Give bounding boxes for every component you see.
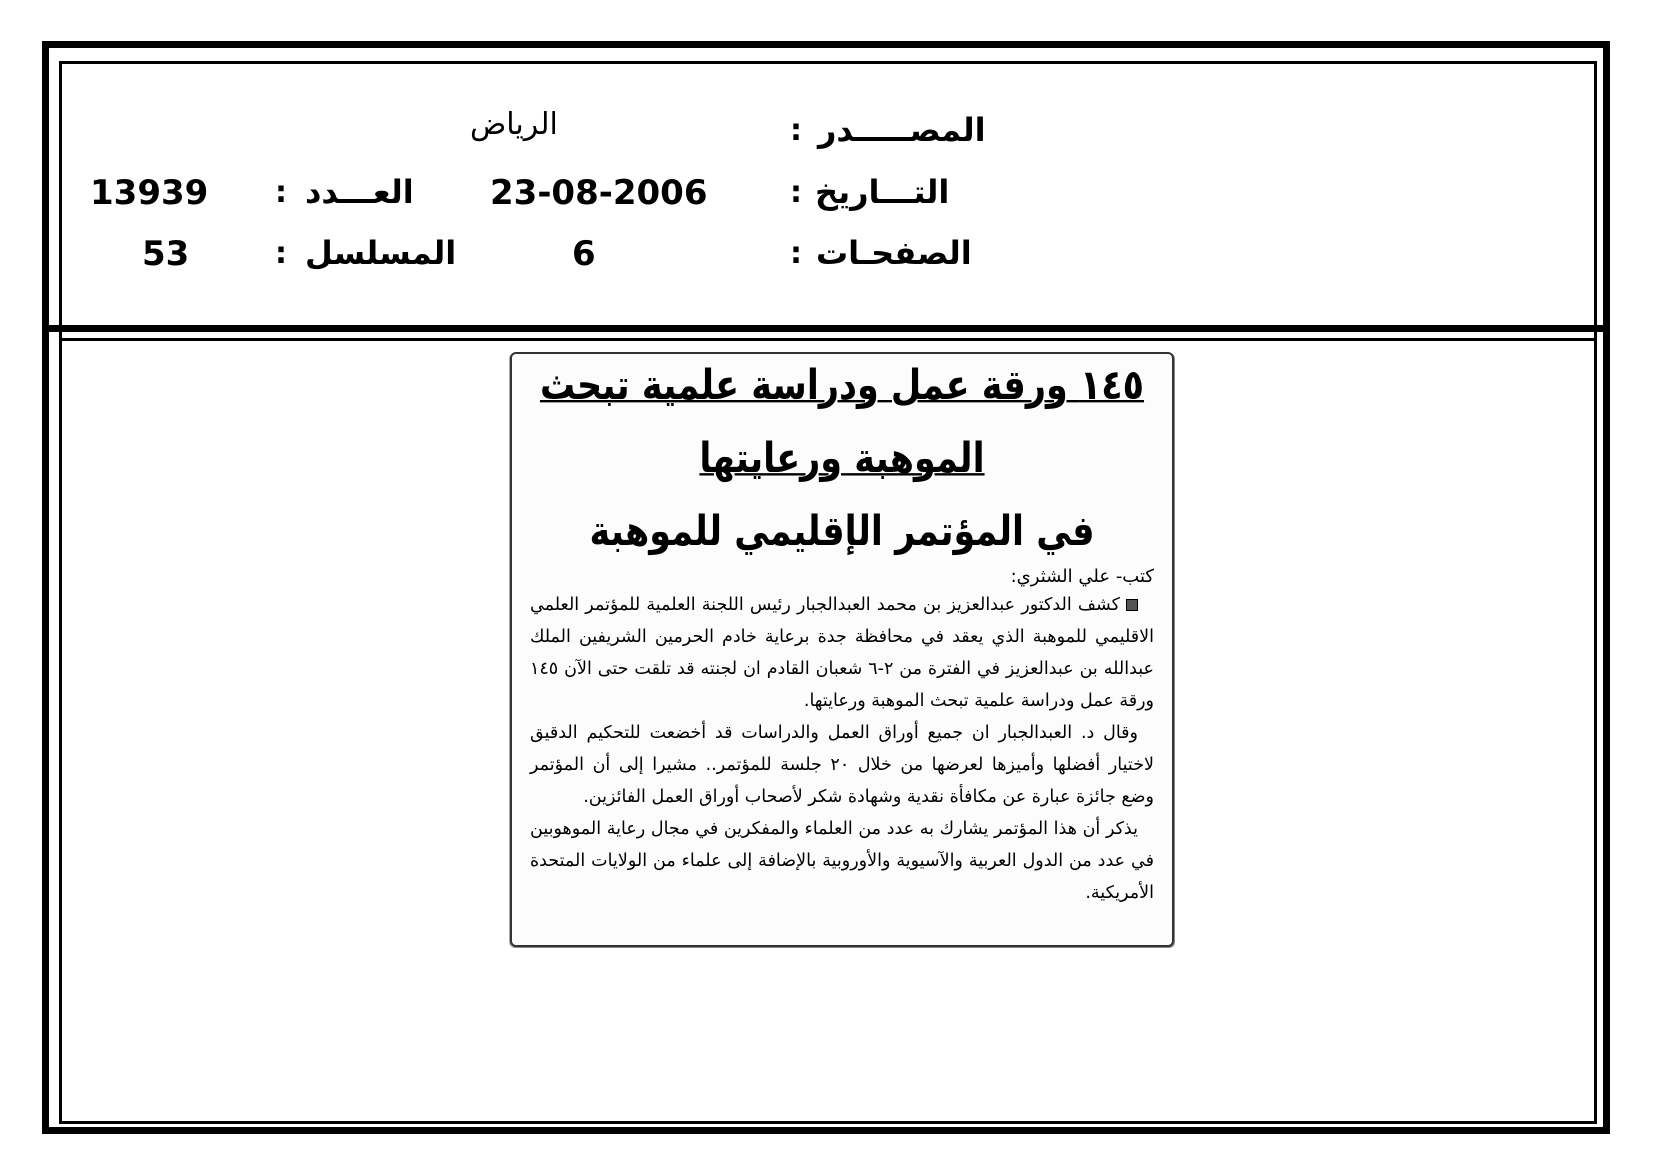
date-value: 23-08-2006 [490,173,708,213]
issue-colon: : [275,175,287,210]
bullet-square-icon [1126,599,1138,611]
issue-value: 13939 [90,173,209,213]
pages-colon: : [790,236,802,271]
pages-label: الصفحـات [816,234,972,272]
date-colon: : [790,175,802,210]
serial-colon: : [275,236,287,271]
pages-value: 6 [572,234,596,274]
serial-value: 53 [142,234,190,274]
article-paragraph: يذكر أن هذا المؤتمر يشارك به عدد من العلماء والمفكرين في مجال رعاية الموهوبين في عدد من الدول العربية والآسيوية والأوروبية بالإضافة إلى علماء من الولايات المتحدة الأمريكية. [530,819,1154,903]
headline-line-1: ١٤٥ ورقة عمل ودراسة علمية تبحث الموهبة ورعايتها [539,362,1145,483]
header-divider [49,325,1603,332]
header-divider-thin [59,338,1597,341]
serial-label: المسلسل [305,234,457,272]
source-value: الرياض [470,107,558,142]
date-label: التـــاريخ [815,173,950,211]
article-paragraph: كشف الدكتور عبدالعزيز بن محمد العبدالجبار رئيس اللجنة العلمية للمؤتمر العلمي الاقليمي للموهبة الذي يعقد في محافظة جدة برعاية خادم الحرمين الشريفين الملك عبدالله بن عبدالعزيز في الفترة من ٢-٦ شعبان القادم ان لجنته قد تلقت حتى الآن ١٤٥ ورقة عمل ودراسة علمية تبحث الموهبة ورعايتها. [530,595,1155,711]
issue-label: العـــدد [305,173,414,211]
headline-line-2: في المؤتمر الإقليمي للموهبة [589,508,1095,556]
newspaper-clipping [510,352,1174,947]
byline: كتب- علي الشثري: [1010,566,1154,587]
source-colon: : [790,113,802,148]
source-label: المصـــــدر [818,111,986,149]
clipping-headline [530,349,1154,568]
article-body [530,589,1154,909]
article-paragraph: وقال د. العبدالجبار ان جميع أوراق العمل والدراسات قد أخضعت للتحكيم الدقيق لاختيار أفضلها وأميزها لعرضها من خلال ٢٠ جلسة للمؤتمر.. مشيرا إلى أن المؤتمر وضع جائزة عبارة عن مكافأة نقدية وشهادة شكر لأصحاب أوراق العمل الفائزين. [530,723,1154,807]
